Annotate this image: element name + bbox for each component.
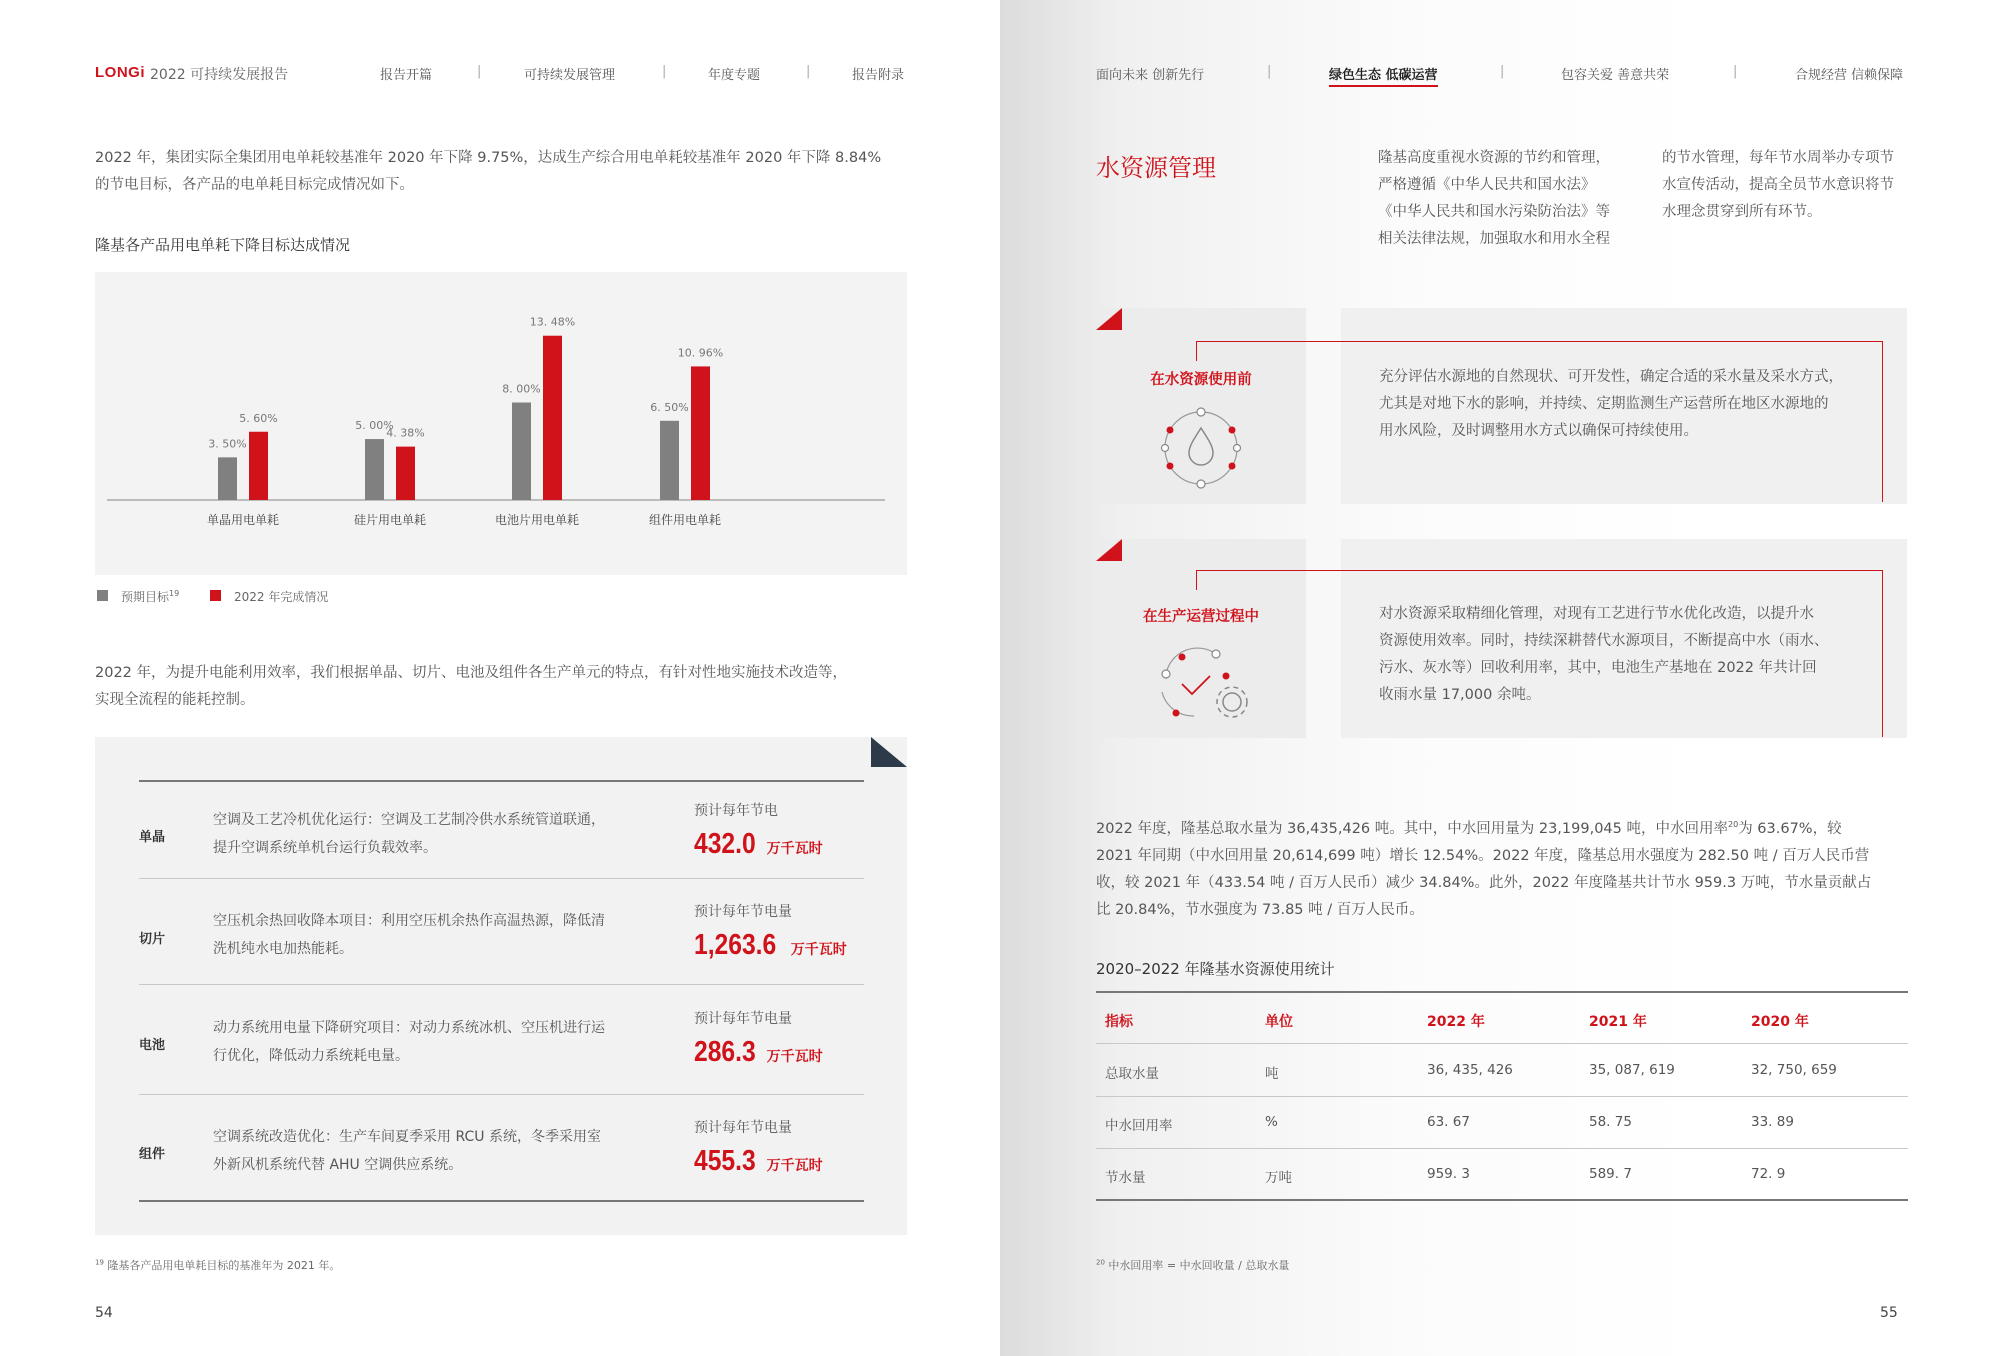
- table-title: 2020–2022 年隆基水资源使用统计: [1096, 960, 1335, 978]
- card-text-line: 充分评估水源地的自然现状、可开发性，确定合适的采水量及采水方式，: [1379, 369, 1843, 385]
- saving-number: 432.0: [694, 828, 756, 860]
- row-caption: 预计每年节电量: [694, 1120, 792, 1136]
- table-cell: 中水回用率: [1105, 1118, 1173, 1134]
- row-saving-value: [694, 1145, 823, 1178]
- row-divider: [139, 984, 864, 985]
- table-cell: 吨: [1265, 1066, 1279, 1082]
- corner-fold: [871, 737, 907, 767]
- intro-line: 相关法律法规，加强取水和用水全程: [1378, 231, 1610, 247]
- footnote-text: 中水回用率 = 中水回收量 / 总取水量: [1108, 1259, 1290, 1272]
- intro-paragraph: [95, 145, 881, 199]
- bar-data-label: 5. 60%: [239, 411, 278, 425]
- row-caption: 预计每年节电量: [694, 1011, 792, 1027]
- row-description: [213, 806, 605, 862]
- category-label: 硅片用电单耗: [353, 513, 427, 527]
- nav-item-inclusive-care[interactable]: 包容关爱 善意共荣: [1561, 68, 1670, 83]
- right-page: [1000, 0, 2000, 1356]
- summary-line: 2021 年同期（中水回用量 20,614,699 吨）增长 12.54%。2022 年度，隆基总用水强度为 282.50 吨 / 百万人民币营: [1096, 847, 1870, 864]
- bar-expected: [365, 439, 384, 500]
- row-divider: [139, 1094, 864, 1095]
- card-text-line: 污水、灰水等）回收利用率，其中，电池生产基地在 2022 年共计回: [1379, 660, 1817, 676]
- row-caption: 预计每年节电: [694, 803, 778, 819]
- table-cell: 36, 435, 426: [1427, 1062, 1513, 1078]
- nav-item-management[interactable]: 可持续发展管理: [524, 68, 616, 83]
- nav-separator: |: [806, 64, 811, 79]
- bar-data-label: 4. 38%: [386, 426, 425, 440]
- longi-logo: LONGi: [95, 64, 145, 81]
- card-accent-line: [1196, 341, 1883, 502]
- card-text-line: 尤其是对地下水的影响，并持续、定期监测生产运营所在地区水源地的: [1379, 396, 1829, 412]
- intro-line: 《中华人民共和国水污染防治法》等: [1378, 204, 1610, 220]
- bar-expected: [512, 403, 531, 501]
- bar-actual: [691, 366, 710, 500]
- corner-triangle: [1096, 308, 1122, 330]
- row-description: [213, 1014, 605, 1070]
- summary-line: 收，较 2021 年（433.54 吨 / 百万人民币）减少 34.84%。此外，2022 年度隆基共计节水 959.3 万吨，节水量贡献占: [1096, 874, 1872, 891]
- table-header-2021: 2021 年: [1589, 1014, 1647, 1030]
- table-cell: 32, 750, 659: [1751, 1062, 1837, 1078]
- bar-actual: [543, 336, 562, 500]
- footnote: [1096, 1257, 1289, 1273]
- row-divider: [1096, 1148, 1908, 1149]
- intro-column-1: [1378, 145, 1610, 253]
- intro-line: 严格遵循《中华人民共和国水法》: [1378, 177, 1596, 193]
- page-number: 54: [95, 1305, 113, 1321]
- card-text-line: 用水风险，及时调整用水方式以确保可持续使用。: [1379, 423, 1698, 439]
- bar-expected: [218, 457, 237, 500]
- summary-text: 2022 年度，隆基总取水量为 36,435,426 吨。其中，中水回用量为 23,199,045 吨，中水回用率: [1096, 820, 1728, 837]
- card-text-line: 收雨水量 17,000 余吨。: [1379, 687, 1541, 703]
- card-accent-tick: [1196, 570, 1197, 590]
- nav-separator: |: [662, 64, 667, 79]
- bar-data-label: 10. 96%: [677, 346, 724, 360]
- saving-number: 455.3: [694, 1145, 756, 1177]
- footnote-marker: 19: [95, 1258, 104, 1267]
- section-title: 水资源管理: [1096, 154, 1216, 182]
- page-number: 55: [1880, 1305, 1898, 1321]
- corner-triangle: [1096, 539, 1122, 561]
- saving-number: 286.3: [694, 1036, 756, 1068]
- row-saving-value: [694, 828, 823, 861]
- bar-data-label: 6. 50%: [650, 400, 689, 414]
- table-bottom-rule: [139, 1200, 864, 1202]
- table-header-indicator: 指标: [1105, 1014, 1133, 1030]
- row-description-line: 空调系统改造优化：生产车间夏季采用 RCU 系统，冬季采用室: [213, 1129, 601, 1145]
- row-label: 切片: [139, 932, 166, 947]
- bar-actual: [396, 447, 415, 500]
- table-header-unit: 单位: [1265, 1014, 1293, 1030]
- footnote-marker: 19: [169, 589, 180, 598]
- report-title: 2022 可持续发展报告: [150, 67, 289, 83]
- table-cell: 35, 087, 619: [1589, 1062, 1675, 1078]
- footnote-marker: 20: [1096, 1258, 1105, 1267]
- intro-line: 2022 年，集团实际全集团用电单耗较基准年 2020 年下降 9.75%，达成生产综合用电单耗较基准年 2020 年下降 8.84%: [95, 150, 882, 166]
- card-text-line: 资源使用效率。同时，持续深耕替代水源项目，不断提高中水（雨水、: [1379, 633, 1829, 649]
- row-description-line: 提升空调系统单机台运行负载效率。: [213, 840, 437, 856]
- row-label: 单晶: [139, 830, 166, 845]
- bar-data-label: 5. 00%: [355, 419, 394, 433]
- row-caption: 预计每年节电量: [694, 904, 792, 920]
- bar-data-label: 3. 50%: [208, 437, 247, 451]
- legend-swatch-expected: [97, 590, 108, 601]
- row-description-line: 空调及工艺冷机优化运行：空调及工艺制冷供水系统管道联通，: [213, 812, 605, 828]
- table-cell: 58. 75: [1589, 1114, 1632, 1130]
- legend-expected-label: 预期目标: [121, 590, 170, 604]
- nav-separator: |: [1500, 64, 1505, 79]
- nav-item-compliance[interactable]: 合规经营 信赖保障: [1795, 68, 1904, 83]
- table-header-2020: 2020 年: [1751, 1014, 1809, 1030]
- summary-line: [1096, 811, 1908, 843]
- table-top-rule: [1096, 991, 1908, 993]
- bar-expected: [660, 421, 679, 500]
- row-label: 组件: [139, 1147, 166, 1162]
- row-divider: [139, 878, 864, 879]
- row-description-line: 洗机纯水电加热能耗。: [213, 941, 353, 957]
- row-saving-value: [694, 929, 847, 962]
- category-label: 单晶用电单耗: [206, 513, 280, 527]
- nav-item-annual-topic[interactable]: 年度专题: [708, 68, 761, 83]
- card-accent-tick: [1196, 341, 1197, 361]
- table-cell: 节水量: [1105, 1170, 1146, 1186]
- table-cell: 总取水量: [1105, 1066, 1159, 1082]
- table-cell: 63. 67: [1427, 1114, 1470, 1130]
- row-description-line: 行优化，降低动力系统耗电量。: [213, 1048, 409, 1064]
- table-top-rule: [139, 780, 864, 782]
- nav-separator: |: [1267, 64, 1272, 79]
- table-cell: 33. 89: [1751, 1114, 1794, 1130]
- intro-line: 水宣传活动，提高全员节水意识将节: [1662, 177, 1894, 193]
- row-description-line: 空压机余热回收降本项目：利用空压机余热作高温热源，降低清: [213, 913, 605, 929]
- intro-line: 水理念贯穿到所有环节。: [1662, 204, 1822, 220]
- saving-unit: 万千瓦时: [766, 1158, 823, 1174]
- intro-line: 的节电目标，各产品的电单耗目标完成情况如下。: [95, 177, 414, 193]
- row-label: 电池: [139, 1038, 166, 1053]
- card-label: 在水资源使用前: [1150, 372, 1252, 388]
- legend-swatch-actual: [210, 590, 221, 601]
- table-cell: 959. 3: [1427, 1166, 1470, 1182]
- nav-item-appendix[interactable]: 报告附录: [852, 68, 905, 83]
- bar-chart: [95, 272, 907, 575]
- nav-separator: |: [1733, 64, 1738, 79]
- saving-unit: 万千瓦时: [766, 1049, 823, 1065]
- nav-item-green-ecology-active[interactable]: 绿色生态 低碳运营: [1329, 64, 1438, 87]
- nav-separator: |: [477, 64, 482, 79]
- nav-item-opening[interactable]: 报告开篇: [380, 68, 433, 83]
- chart-title: 隆基各产品用电单耗下降目标达成情况: [95, 236, 351, 254]
- saving-number: 1,263.6: [694, 929, 777, 961]
- row-divider: [1096, 1096, 1908, 1097]
- table-cell: 589. 7: [1589, 1166, 1632, 1182]
- table-header-2022: 2022 年: [1427, 1014, 1485, 1030]
- bar-actual: [249, 432, 268, 500]
- table-cell: 万吨: [1265, 1170, 1292, 1186]
- category-label: 组件用电单耗: [648, 513, 722, 527]
- summary-line: 比 20.84%，节水强度为 73.85 吨 / 百万人民币。: [1096, 901, 1424, 918]
- footnote: [95, 1257, 340, 1273]
- table-cell: 72. 9: [1751, 1166, 1786, 1182]
- card-label: 在生产运营过程中: [1143, 609, 1259, 625]
- category-label: 电池片用电单耗: [494, 513, 580, 527]
- measures-line: 实现全流程的能耗控制。: [95, 692, 255, 708]
- row-description-line: 外新风机系统代替 AHU 空调供应系统。: [213, 1157, 463, 1173]
- saving-unit: 万千瓦时: [790, 942, 847, 958]
- row-description: [213, 907, 605, 963]
- card-accent-line: [1196, 570, 1883, 737]
- intro-line: 隆基高度重视水资源的节约和管理，: [1378, 150, 1610, 166]
- row-description-line: 动力系统用电量下降研究项目：对动力系统冰机、空压机进行运: [213, 1020, 605, 1036]
- intro-line: 的节水管理，每年节水周举办专项节: [1662, 150, 1894, 166]
- water-summary-paragraph: [1096, 811, 1908, 924]
- nav-item-innovation[interactable]: 面向未来 创新先行: [1096, 68, 1205, 83]
- row-divider: [1096, 1043, 1908, 1044]
- legend-expected: [121, 588, 179, 605]
- row-description: [213, 1123, 601, 1179]
- table-cell: %: [1265, 1114, 1278, 1130]
- table-bottom-rule: [1096, 1199, 1908, 1201]
- footnote-marker: 20: [1728, 820, 1739, 829]
- legend-actual: 2022 年完成情况: [234, 590, 329, 604]
- measures-paragraph: [95, 660, 847, 714]
- chart-area: [95, 272, 907, 575]
- row-saving-value: [694, 1036, 823, 1069]
- card-text-line: 对水资源采取精细化管理，对现有工艺进行节水优化改造，以提升水: [1379, 606, 1814, 622]
- measures-line: 2022 年，为提升电能利用效率，我们根据单晶、切片、电池及组件各生产单元的特点，有针对性地实施技术改造等，: [95, 665, 848, 681]
- footnote-text: 隆基各产品用电单耗目标的基准年为 2021 年。: [107, 1259, 341, 1272]
- bar-data-label: 13. 48%: [529, 315, 576, 329]
- summary-text: 为 63.67%，较: [1738, 820, 1842, 837]
- saving-unit: 万千瓦时: [766, 841, 823, 857]
- bar-data-label: 8. 00%: [502, 382, 541, 396]
- intro-column-2: [1662, 145, 1894, 226]
